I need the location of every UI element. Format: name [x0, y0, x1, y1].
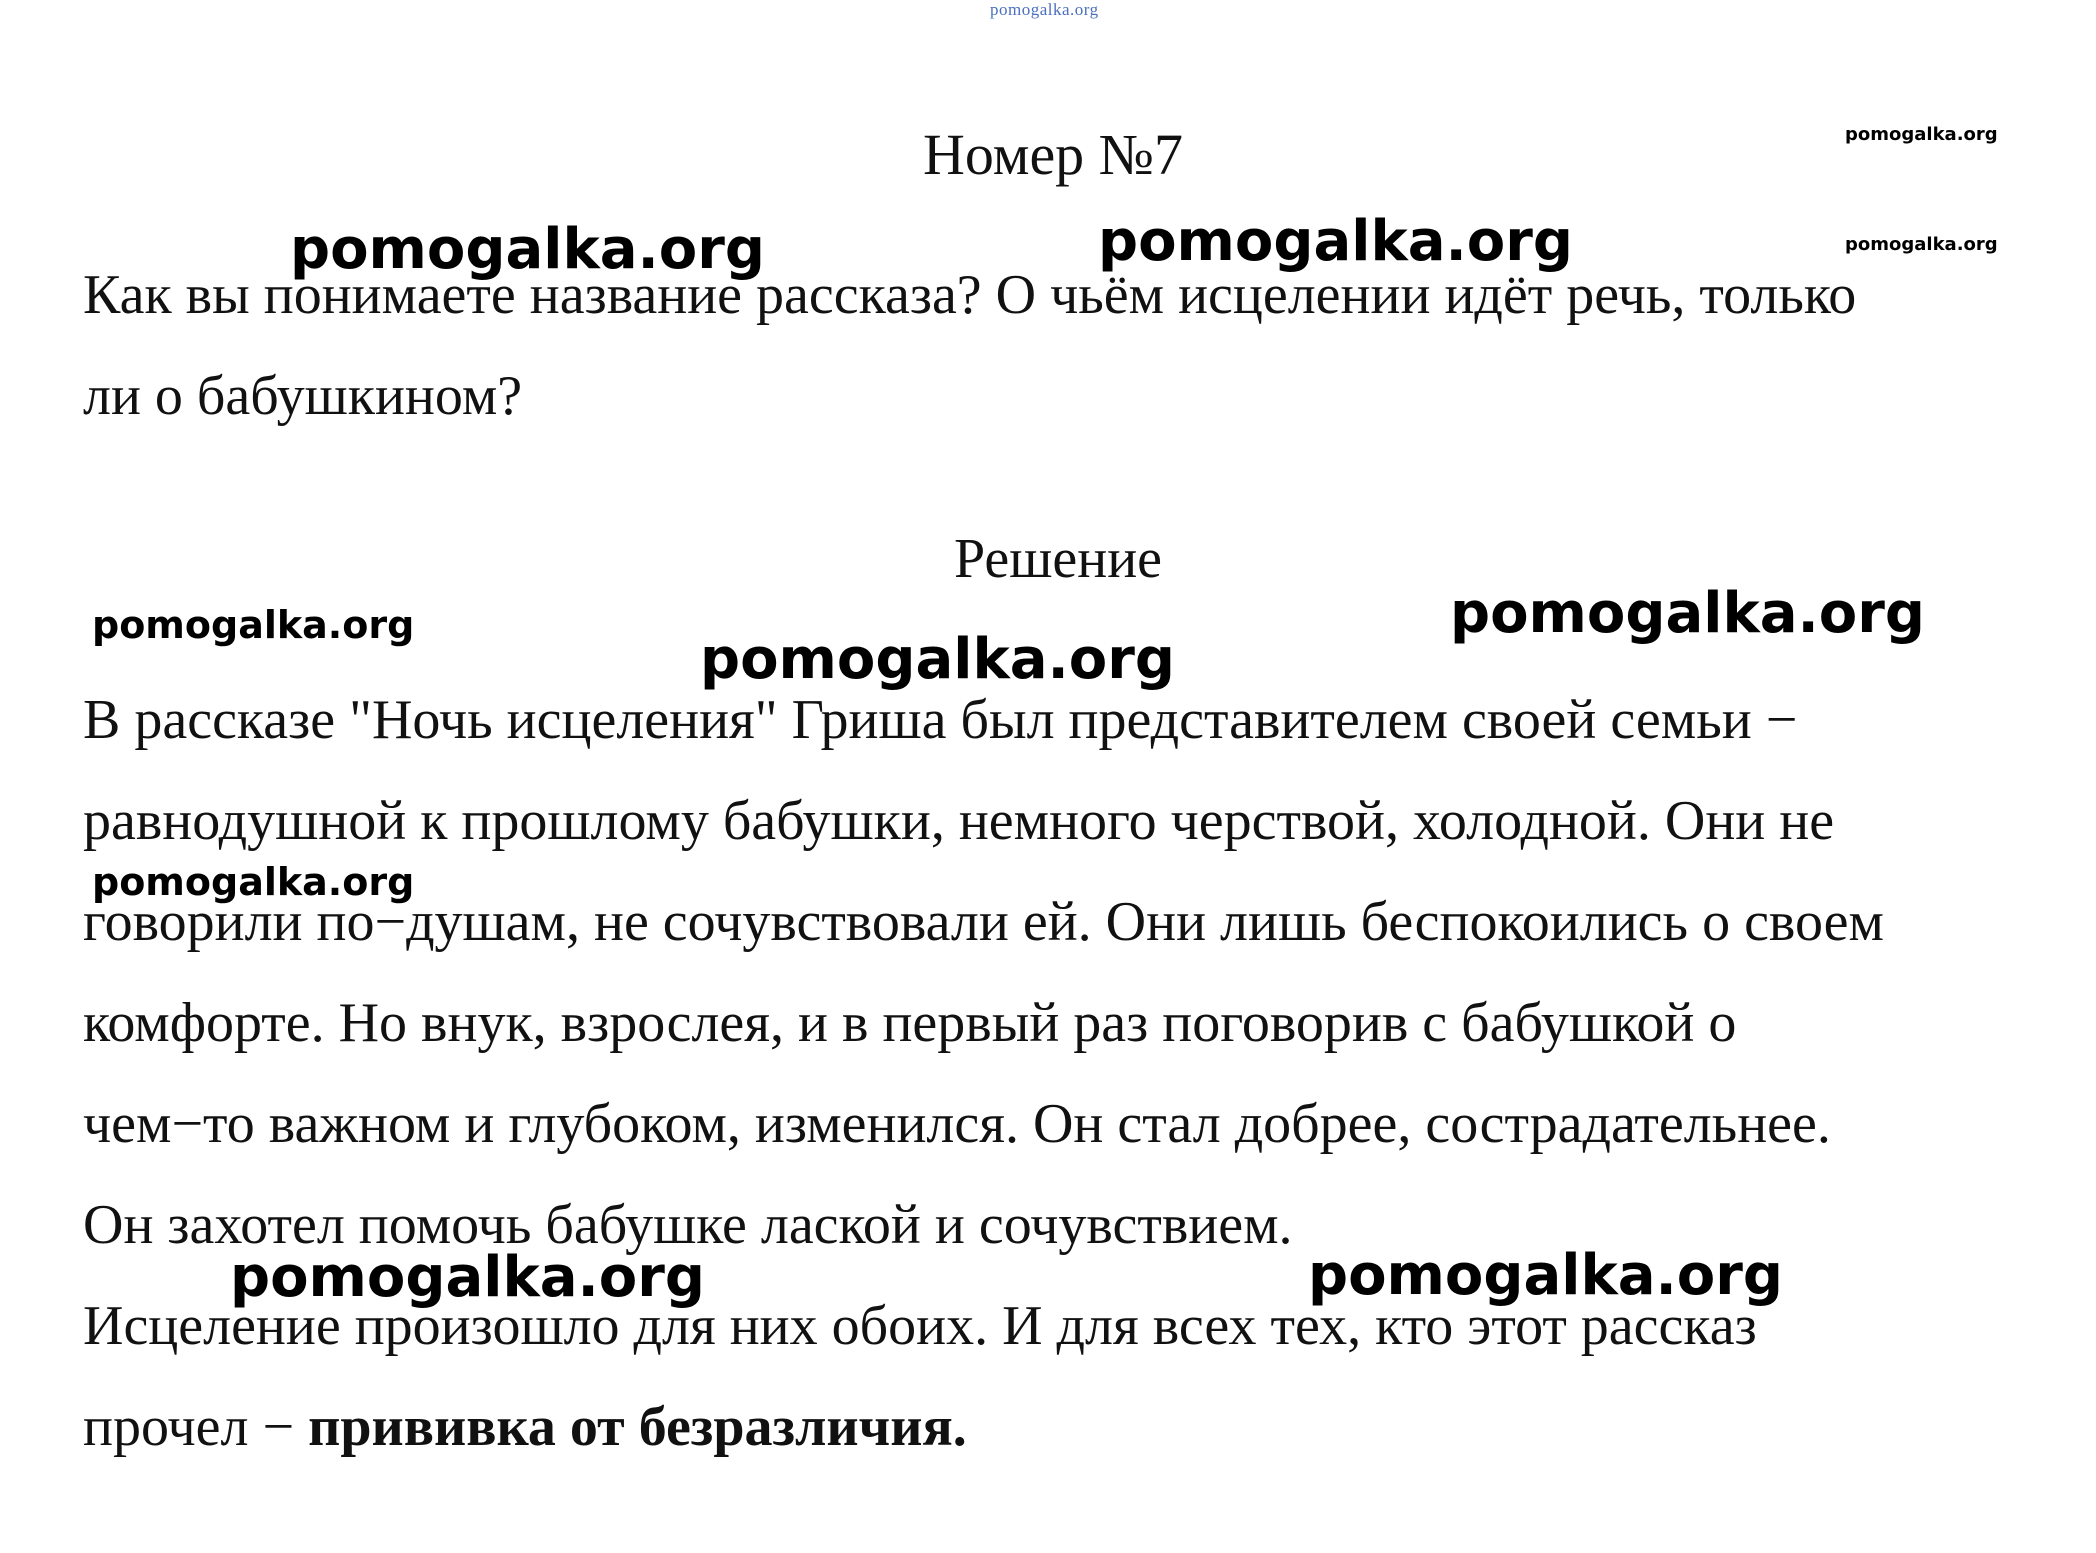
answer-last-line-prefix: прочел − [83, 1396, 309, 1458]
watermark: pomogalka.org [92, 603, 415, 647]
answer-line: чем−то важном и глубоком, изменился. Он стал добрее, сострадательнее. [83, 1093, 1831, 1155]
answer-conclusion-bold: прививка от безразличия. [308, 1396, 967, 1458]
watermark: pomogalka.org [1845, 124, 1998, 145]
answer-text [83, 670, 2043, 1478]
watermark: pomogalka.org [230, 1245, 705, 1310]
answer-line: равнодушной к прошлому бабушки, немного черствой, холодной. Они не [83, 790, 1835, 852]
watermark: pomogalka.org [1845, 234, 1998, 255]
answer-last-line [83, 1377, 2043, 1478]
answer-line: говорили по−душам, не сочувствовали ей. Они лишь беспокоились о своем [83, 891, 1884, 953]
top-site-link[interactable]: pomogalka.org [990, 0, 1099, 19]
watermark: pomogalka.org [1098, 209, 1573, 274]
watermark: pomogalka.org [92, 860, 415, 904]
watermark: pomogalka.org [290, 217, 765, 282]
answer-line: Исцеление произошло для них обоих. И для всех тех, кто этот рассказ [83, 1295, 1757, 1357]
answer-line: Он захотел помочь бабушке лаской и сочувствием. [83, 1194, 1293, 1256]
watermark: pomogalka.org [1450, 581, 1925, 646]
watermark: pomogalka.org [1308, 1243, 1783, 1308]
answer-line: комфорте. Но внук, взрослея, и в первый раз поговорив с бабушкой о [83, 992, 1737, 1054]
question-line: Как вы понимаете название рассказа? О чьём исцелении идёт речь, только [83, 264, 1857, 326]
watermark: pomogalka.org [700, 627, 1175, 692]
question-line: ли о бабушкином? [83, 365, 523, 427]
page-title: Номер №7 [922, 122, 1184, 187]
solution-heading: Решение [953, 528, 1163, 590]
answer-line: В рассказе "Ночь исцеления" Гриша был представителем своей семьи − [83, 689, 1798, 751]
